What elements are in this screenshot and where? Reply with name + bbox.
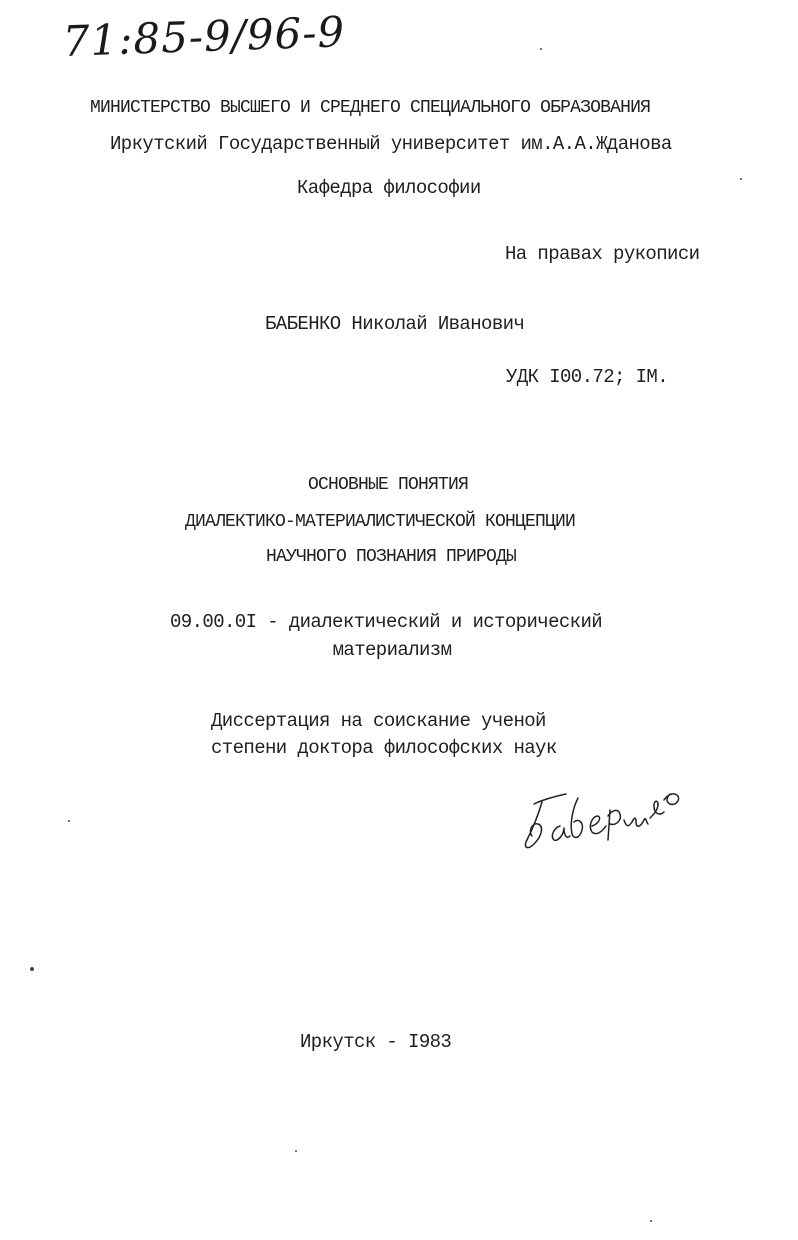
specialty-line-1: 09.00.0I - диалектический и исторический [170,611,603,633]
department-name: Кафедра философии [297,177,481,199]
title-line-1: ОСНОВНЫЕ ПОНЯТИЯ [307,475,469,495]
author-signature [514,770,694,860]
paper-speck [540,48,542,50]
paper-speck [68,820,70,822]
title-line-2: ДИАЛЕКТИКО-МАТЕРИАЛИСТИЧЕСКОЙ КОНЦЕПЦИИ [184,512,576,532]
author-name: БАБЕНКО Николай Иванович [265,313,525,335]
degree-line-2: степени доктора философских наук [211,737,557,759]
paper-speck [30,967,34,971]
paper-speck [650,1220,652,1222]
archive-number: 71:85-9/96-9 [61,7,346,66]
degree-line-1: Диссертация на соискание ученой [211,710,546,732]
place-and-year: Иркутск - I983 [300,1031,452,1053]
ministry-name: МИНИСТЕРСТВО ВЫСШЕГО И СРЕДНЕГО СПЕЦИАЛЬНОГО ОБРАЗОВАНИЯ [90,98,651,118]
paper-speck [740,178,742,180]
title-line-3: НАУЧНОГО ПОЗНАНИЯ ПРИРОДЫ [265,547,517,567]
udc-code: УДК I00.72; IM. [506,366,669,388]
university-name: Иркутский Государственный университет им.А.А.Жданова [110,133,672,155]
paper-speck [295,1150,297,1152]
specialty-line-2: материализм [332,639,452,661]
manuscript-note: На правах рукописи [505,243,700,265]
